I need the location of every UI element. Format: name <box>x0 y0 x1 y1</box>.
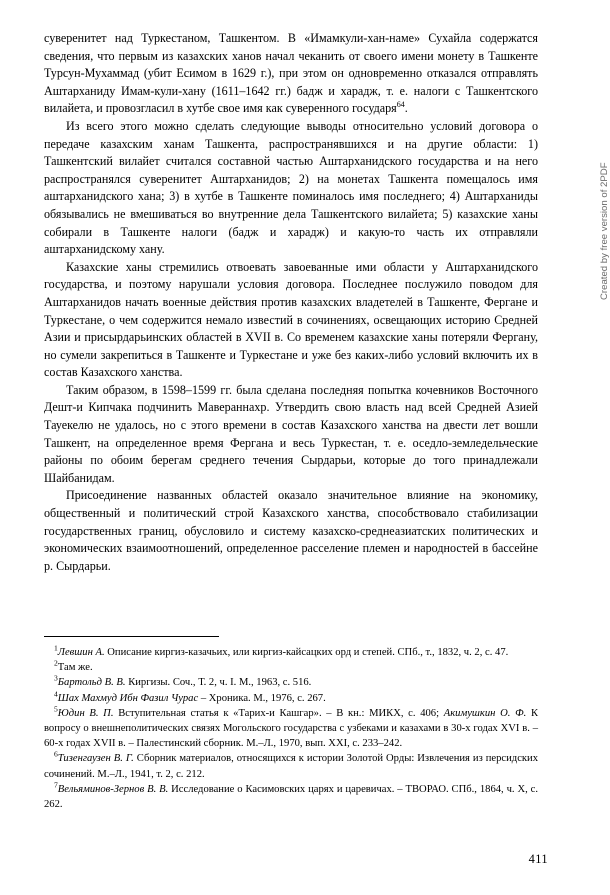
paragraph-text: суверенитет над Туркестаном, Ташкентом. В «Имамкули-хан-наме» Сухайла содержатся сведения, что первым из казахских ханов начал чеканить от своего имени монету в Ташкенте Турсун-Мухаммад (убит Есимом в 1629 г.), при этом он одновременно отказался отправлять Аштарханиду Имам-кули-хану (1611–1642 гг.) бадж и харадж, т. е. налоги с Ташкентского вилайета, и провозгласил в хутбе свое имя как суверенного государя <box>44 31 538 116</box>
paragraph: Из всего этого можно сделать следующие выводы относительно условий договора о передаче казахским ханам Ташкента, распространявшихся и на другие области: 1) Ташкентский вилайет считался составной частью Аштарханидского государства и на него распространялся суверенитет Аштарханидов; 2) на монетах Ташкента помещалось имя аштарханидского хана; 3) в хутбе в Ташкенте поминалось имя последнего; 4) Аштарханиды обязывались не вмешиваться во внутренние дела Ташкентского вилайета; 5) казахские ханы собирали в Ташкенте налоги (бадж и харадж) и какую-то часть их отправляли аштарханидскому хану. <box>44 118 538 257</box>
footnote <box>44 751 538 781</box>
footnote-author: Левшин А. <box>57 647 105 658</box>
paragraph <box>44 30 538 118</box>
footnote-marker: 4 <box>54 689 58 699</box>
footnote-text: – Хроника. М., 1976, с. 267. <box>200 692 326 704</box>
footnote-author: Юдин В. П. <box>57 707 114 719</box>
footnote-separator <box>44 636 219 637</box>
footnote <box>44 660 538 675</box>
paragraph: Казахские ханы стремились отвоевать завоеванные ими области у Аштарханидского государства, и поэтому нарушали условия договора. Последнее послужило поводом для Аштарханидов начать военные действия против казахских владетелей в Ташкенте, Фергане и Туркестане, о чем содержится немало известий в сочинениях, освещающих историю Средней Азии и присырдарьинских областей в XVII в. Со временем казахские ханы потеряли Фергану, но сумели закрепиться в Ташкенте и Туркестане и уже без каких-либо условий включить их в состав Казахского ханства. <box>44 259 538 380</box>
paragraph: Таким образом, в 1598–1599 гг. была сделана последняя попытка кочевников Восточного Дешт-и Кипчака подчинить Мавераннахр. Утвердить свою власть над всей Средней Азией Тауекелю не удалось, но с этого времени в состав Казахского ханства на двести лет вошли Ташкент, на определенное время Фергана и весь Туркестан, т. е. оседло-земледельческие районы по обоим берегам среднего течения Сырдарьи, которые до того принадлежали Шайбанидам. <box>44 382 538 485</box>
footnote-text: Описание киргиз-казачьих, или киргиз-кайсацких орд и степей. СПб., т., 1832, ч. 2, с. 47. <box>107 647 509 658</box>
footnote-marker: 6 <box>54 749 58 759</box>
footnote-reference: 64 <box>396 100 405 110</box>
page-number: 411 <box>528 852 548 866</box>
footnote-text: Киргизы. Соч., Т. 2, ч. I. М., 1963, с. 516. <box>128 677 312 689</box>
footnotes-section <box>44 645 538 812</box>
footnote <box>44 691 538 706</box>
footnote-text: Исследование о Касимовских царях и царевичах. – ТВОРАО. СПб., 1864, ч. Х, с. 262. <box>44 783 539 811</box>
footnote-marker: 1 <box>54 643 58 653</box>
footnote-author: Шах Махмуд Ибн Фазил Чурас <box>57 692 199 704</box>
footnote <box>44 645 538 660</box>
watermark-label: Created by free version of 2PDF <box>599 162 610 300</box>
body-text-column <box>44 30 538 575</box>
footnote-text: Сборник материалов, относящихся к истории Золотой Орды: Извлечения из персидских сочинений. М.–Л., 1941, т. 2, с. 212. <box>44 753 539 780</box>
footnote-author: Тизенгаузен В. Г. <box>57 753 134 765</box>
footnote-marker: 2 <box>54 658 58 668</box>
footnote <box>44 706 538 752</box>
footnote-marker: 7 <box>54 780 58 790</box>
paragraph: Присоединение названных областей оказало значительное влияние на экономику, общественный и политический строй Казахского ханства, способствовало стабилизации государственных границ, обусловило и систему казахско-среднеазиатских политических и экономических взаимоотношений, определенное расселение племен и народностей в бассейне р. Сырдарьи. <box>44 488 538 573</box>
footnote-text: Вступительная статья к «Тарих-и Кашгар». – В кн.: МИКХ, с. 406; <box>118 707 440 719</box>
paragraph-tail: . <box>404 101 408 116</box>
footnote-text-secondary: К вопросу о внешнеполитических связях Могольского государства с узбеками и казахами в 30-х годах XVI в. – 60-х годах XVII в. – Палестинский сборник. М.–Л., 1970, вып. XXI, с. 233–242. <box>44 707 539 750</box>
footnote-marker: 3 <box>54 673 58 683</box>
footnote <box>44 675 538 690</box>
footnote-author: Вельяминов-Зернов В. В. <box>57 783 169 795</box>
footnote-author-secondary: Акимушкин О. Ф. <box>443 707 527 719</box>
footnote <box>44 782 538 812</box>
footnote-author: Бартольд В. В. <box>57 677 126 689</box>
footnote-text: Там же. <box>57 662 93 674</box>
footnote-marker: 5 <box>54 704 58 714</box>
watermark-text <box>310 162 610 300</box>
